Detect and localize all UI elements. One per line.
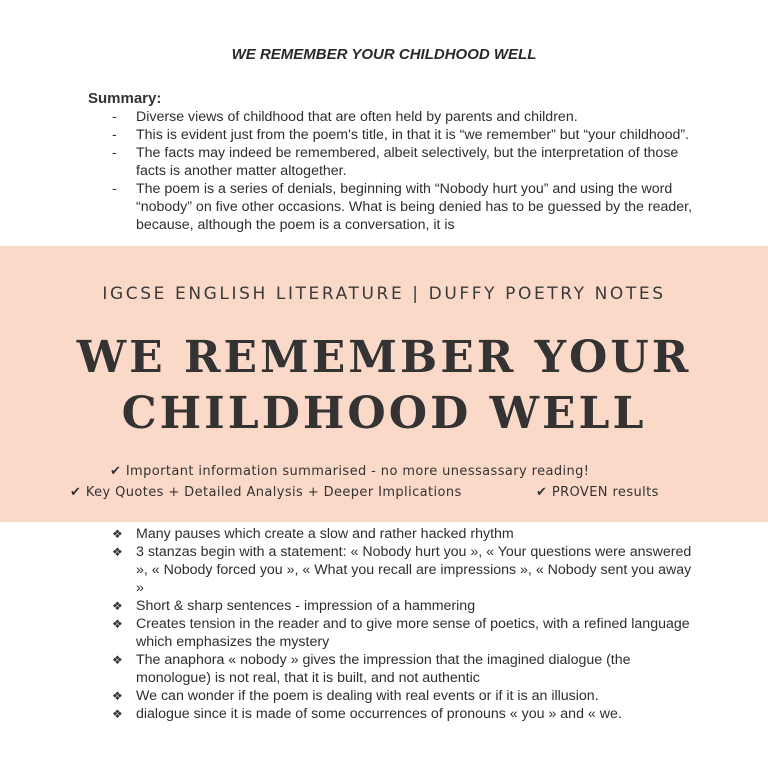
analysis-item-text: Short & sharp sentences - impression of a hammering: [136, 598, 476, 614]
dash-bullet: -: [112, 181, 117, 197]
summary-item: [108, 108, 696, 126]
diamond-bullet-icon: ❖: [112, 599, 123, 613]
banner-title-line: CHILDHOOD WELL: [121, 388, 647, 439]
summary-item-text: Diverse views of childhood that are often held by parents and children.: [136, 109, 578, 125]
promo-banner: [0, 246, 768, 522]
diamond-bullet-icon: ❖: [112, 545, 123, 559]
analysis-item: [108, 543, 696, 597]
analysis-item-text: Many pauses which create a slow and rather hacked rhythm: [136, 526, 514, 542]
feature-proven-results: ✔ PROVEN results: [536, 485, 659, 500]
summary-item-text: This is evident just from the poem's title, in that it is “we remember” but “your childhood”.: [136, 127, 690, 143]
dash-bullet: -: [112, 109, 117, 125]
diamond-bullet-icon: ❖: [112, 653, 123, 667]
feature-summarised: ✔ Important information summarised - no more unessassary reading!: [110, 464, 590, 479]
summary-label: Summary:: [88, 90, 162, 107]
summary-item: [108, 144, 696, 180]
diamond-bullet-icon: ❖: [112, 527, 123, 541]
dash-bullet: -: [112, 127, 117, 143]
summary-item-text: The poem is a series of denials, beginning with “Nobody hurt you” and using the word “nobody” on five other occasions. What is being denied has to be guessed by the reader, because, although the poem is a conversation, it is: [136, 181, 693, 233]
analysis-item: [108, 651, 696, 687]
diamond-bullet-icon: ❖: [112, 689, 123, 703]
summary-list: [108, 108, 696, 234]
analysis-item: [108, 615, 696, 651]
analysis-item-text: The anaphora « nobody » gives the impression that the imagined dialogue (the monologue) is not real, that it is built, and not authentic: [136, 652, 631, 686]
analysis-list: [108, 525, 696, 723]
document-title: WE REMEMBER YOUR CHILDHOOD WELL: [231, 46, 537, 63]
analysis-item-text: Creates tension in the reader and to give more sense of poetics, with a refined language which emphasizes the mystery: [136, 616, 690, 650]
analysis-item-text: 3 stanzas begin with a statement: « Nobody hurt you », « Your questions were answered », « Nobody forced you », « What you recall are impressions », « Nobody sent you away »: [136, 544, 692, 596]
dash-bullet: -: [112, 145, 117, 161]
summary-item: [108, 180, 696, 234]
diamond-bullet-icon: ❖: [112, 707, 123, 721]
diamond-bullet-icon: ❖: [112, 617, 123, 631]
banner-title-line: WE REMEMBER YOUR: [76, 332, 692, 383]
analysis-item: [108, 525, 696, 543]
banner-title: [0, 330, 768, 442]
analysis-item: [108, 705, 696, 723]
analysis-item: [108, 597, 696, 615]
summary-item: [108, 126, 696, 144]
feature-quotes-analysis: ✔ Key Quotes + Detailed Analysis + Deeper Implications: [70, 485, 462, 500]
summary-item-text: The facts may indeed be remembered, albeit selectively, but the interpretation of those facts is another matter altogether.: [136, 145, 679, 179]
banner-subtitle: IGCSE ENGLISH LITERATURE | DUFFY POETRY NOTES: [102, 284, 666, 304]
analysis-item-text: We can wonder if the poem is dealing with real events or if it is an illusion.: [136, 688, 599, 704]
analysis-item-text: dialogue since it is made of some occurrences of pronouns « you » and « we.: [136, 706, 622, 722]
analysis-item: [108, 687, 696, 705]
